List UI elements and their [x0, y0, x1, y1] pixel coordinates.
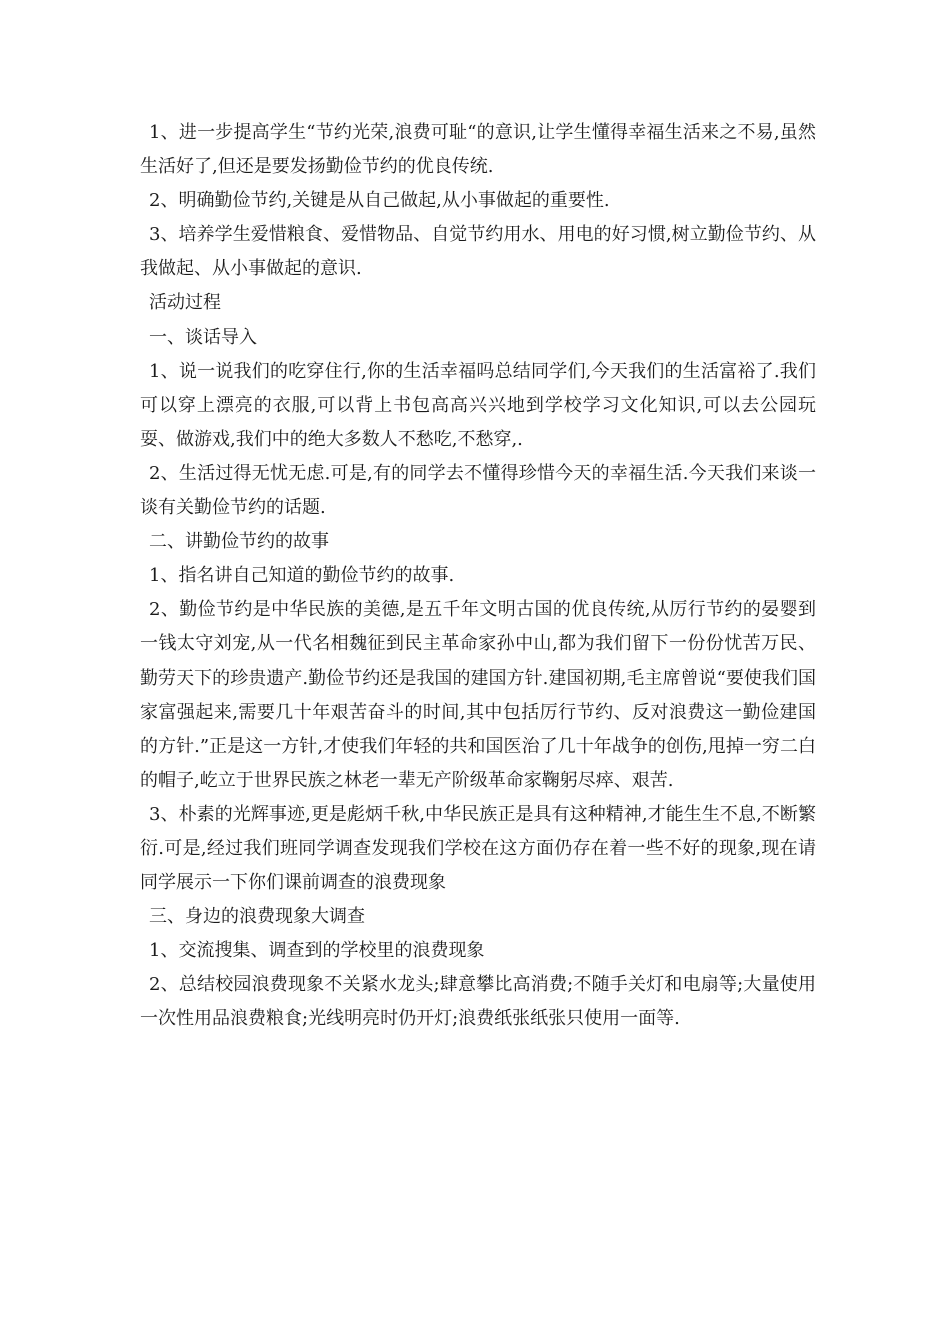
section-heading-part-2: 二、讲勤俭节约的故事	[149, 531, 329, 553]
section-heading-part-3: 三、身边的浪费现象大调查	[149, 906, 365, 928]
part-3-item-1: 1、交流搜集、调查到的学校里的浪费现象	[149, 940, 485, 962]
document-body	[140, 116, 816, 1037]
part-3-item-2: 2、总结校园浪费现象不关紧水龙头;肆意攀比高消费;不随手关灯和电扇等;大量使用一次性用品浪费粮食;光线明亮时仍开灯;浪费纸张纸张只使用一面等.	[140, 974, 816, 1030]
section-heading-activity-process: 活动过程	[149, 292, 221, 314]
part-1-item-2: 2、生活过得无忧无虑.可是,有的同学去不懂得珍惜今天的幸福生活.今天我们来谈一谈有关勤俭节约的话题.	[140, 462, 816, 519]
section-heading-part-1: 一、谈话导入	[149, 326, 257, 348]
part-1-item-1: 1、说一说我们的吃穿住行,你的生活幸福吗总结同学们,今天我们的生活富裕了.我们可以穿上漂亮的衣服,可以背上书包高高兴兴地到学校学习文化知识,可以去公园玩耍、做游戏,我们中的绝大多数人不愁吃,不愁穿,.	[140, 360, 816, 450]
part-2-item-3: 3、朴素的光辉事迹,更是彪炳千秋,中华民族正是具有这种精神,才能生生不息,不断繁衍.可是,经过我们班同学调查发现我们学校在这方面仍存在着一些不好的现象,现在请同学展示一下你们课前调查的浪费现象	[140, 803, 816, 894]
goal-item-2: 2、明确勤俭节约,关键是从自己做起,从小事做起的重要性.	[149, 190, 610, 212]
goal-item-3: 3、培养学生爱惜粮食、爱惜物品、自觉节约用水、用电的好习惯,树立勤俭节约、从我做起、从小事做起的意识.	[140, 224, 816, 280]
goal-item-1: 1、进一步提高学生“节约光荣,浪费可耻“的意识,让学生懂得幸福生活来之不易,虽然生活好了,但还是要发扬勤俭节约的优良传统.	[140, 122, 816, 178]
part-2-item-2: 2、勤俭节约是中华民族的美德,是五千年文明古国的优良传统,从厉行节约的晏婴到一钱太守刘宠,从一代名相魏征到民主革命家孙中山,都为我们留下一份份忧苦万民、勤劳天下的珍贵遗产.勤俭节约还是我国的建国方针.建国初期,毛主席曾说“要使我们国家富强起来,需要几十年艰苦奋斗的时间,其中包括厉行节约、反对浪费这一勤俭建国的方针.”正是这一方针,才使我们年轻的共和国医治了几十年战争的创伤,甩掉一穷二白的帽子,屹立于世界民族之林老一辈无产阶级革命家鞠躬尽瘁、艰苦.	[140, 599, 816, 791]
part-2-item-1: 1、指名讲自己知道的勤俭节约的故事.	[149, 565, 455, 587]
